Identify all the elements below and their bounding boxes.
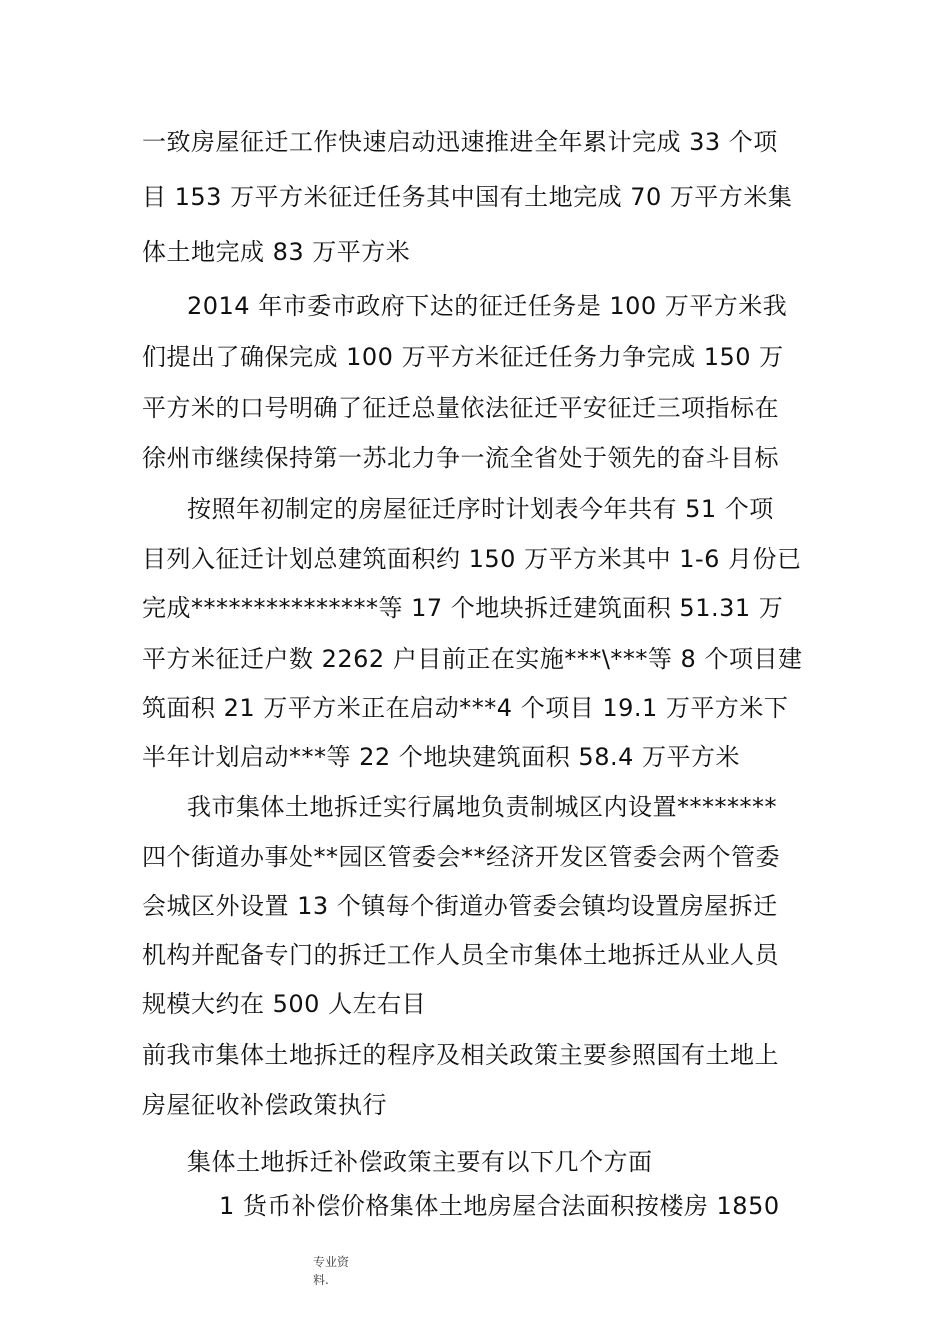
paragraph-5-line-1: 前我市集体土地拆迁的程序及相关政策主要参照国有土地上 <box>142 1041 779 1069</box>
paragraph-3-line-3: 完成***************等 17 个地块拆迁建筑面积 51.31 万 <box>142 594 784 622</box>
paragraph-1-line-3: 体土地完成 83 万平方米 <box>142 238 411 266</box>
paragraph-3-line-1: 按照年初制定的房屋征迁序时计划表今年共有 51 个项 <box>187 495 774 523</box>
paragraph-4-line-3: 会城区外设置 13 个镇每个街道办管委会镇均设置房屋拆迁 <box>142 892 778 920</box>
paragraph-5-line-2: 房屋征收补偿政策执行 <box>142 1091 387 1119</box>
paragraph-4-line-4: 机构并配备专门的拆迁工作人员全市集体土地拆迁从业人员 <box>142 941 779 969</box>
paragraph-3-line-2: 目列入征迁计划总建筑面积约 150 万平方米其中 1-6 月份已 <box>142 545 802 573</box>
paragraph-3-line-5: 筑面积 21 万平方米正在启动***4 个项目 19.1 万平方米下 <box>142 694 789 722</box>
paragraph-4-line-2: 四个街道办事处**园区管委会**经济开发区管委会两个管委 <box>142 843 780 871</box>
paragraph-2-line-3: 平方米的口号明确了征迁总量依法征迁平安征迁三项指标在 <box>142 394 779 422</box>
paragraph-4-line-5: 规模大约在 500 人左右目 <box>142 990 427 1018</box>
paragraph-6-line-1: 集体土地拆迁补偿政策主要有以下几个方面 <box>187 1148 653 1176</box>
paragraph-3-line-6: 半年计划启动***等 22 个地块建筑面积 58.4 万平方米 <box>142 743 740 771</box>
paragraph-1-line-1: 一致房屋征迁工作快速启动迅速推进全年累计完成 33 个项 <box>142 128 778 156</box>
footer-label-line-1: 专业资 <box>313 1255 350 1269</box>
paragraph-2-line-1: 2014 年市委市政府下达的征迁任务是 100 万平方米我 <box>187 292 788 320</box>
paragraph-3-line-4: 平方米征迁户数 2262 户目前正在实施***\***等 8 个项目建 <box>142 645 803 673</box>
paragraph-2-line-4: 徐州市继续保持第一苏北力争一流全省处于领先的奋斗目标 <box>142 444 779 472</box>
footer-label-line-2: 料. <box>313 1273 329 1287</box>
paragraph-4-line-1: 我市集体土地拆迁实行属地负责制城区内设置******** <box>187 793 777 821</box>
paragraph-1-line-2: 目 153 万平方米征迁任务其中国有土地完成 70 万平方米集 <box>142 183 793 211</box>
paragraph-2-line-2: 们提出了确保完成 100 万平方米征迁任务力争完成 150 万 <box>142 343 784 371</box>
paragraph-7-line-1: 1 货币补偿价格集体土地房屋合法面积按楼房 1850 <box>219 1192 780 1220</box>
